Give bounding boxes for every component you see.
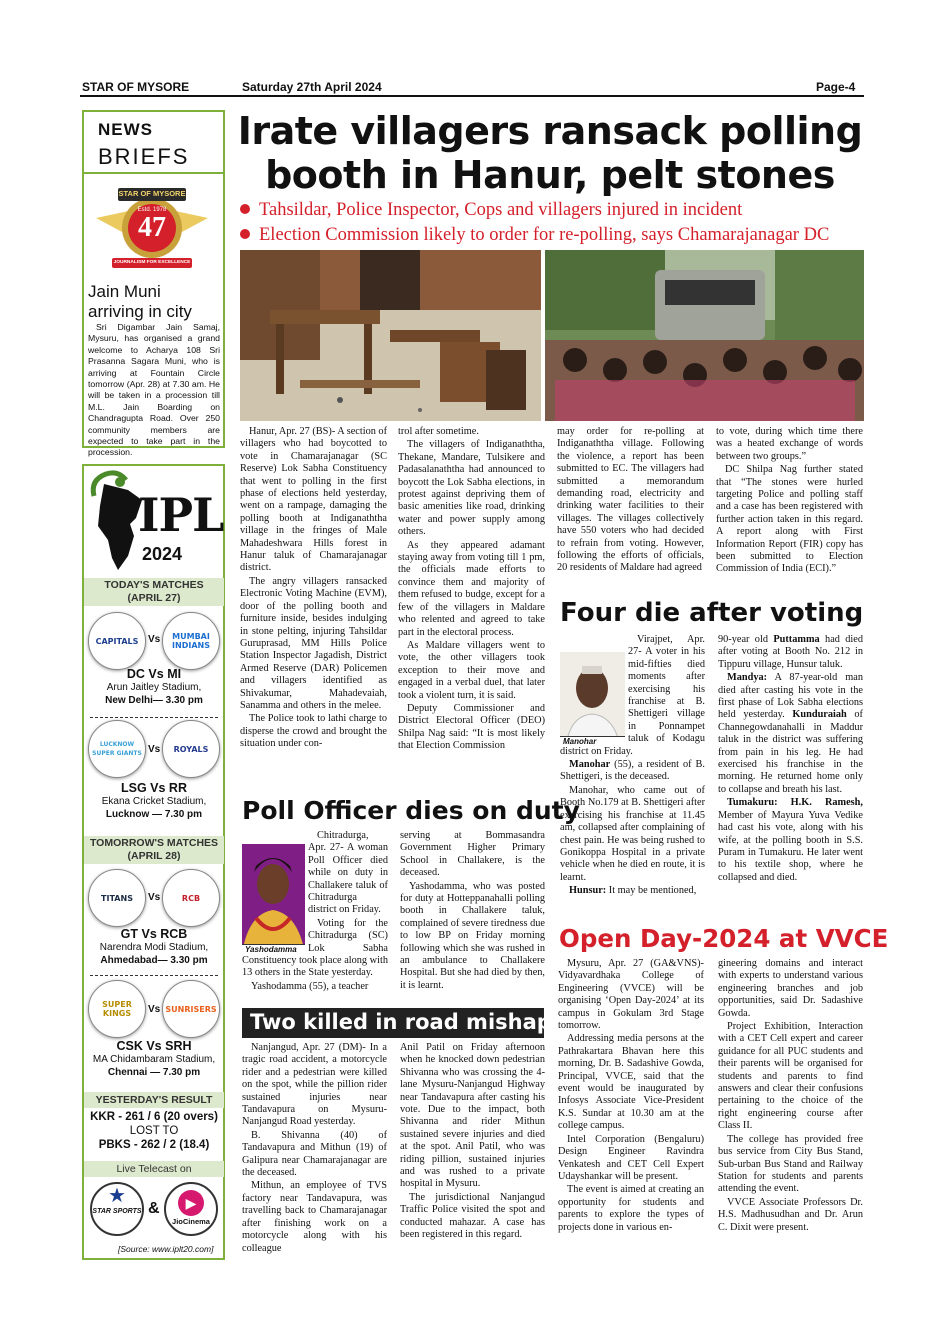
vvce-para: The college has provided free bus service from City Bus Stand, Sub-urban Bus Stand and Railway Station for students and parents attending the event. — [718, 1133, 863, 1195]
match-venue: MA Chidambaram Stadium, — [92, 1054, 216, 1065]
main-article-col-2 — [398, 426, 545, 782]
ransacked-booth-photo — [240, 250, 541, 421]
match-time: New Delhi— 3.30 pm — [105, 695, 203, 706]
vvce-para: Project Exhibition, Interaction with a CET Cell expert and career guidance for all PUC students and their parents will be organised for students and parents to find answers and clear their confusions pertaining to the choice of the right engineering course after Class II. — [718, 1021, 863, 1132]
briefs-label: BRIEFS — [98, 144, 190, 169]
poll-officer-title: Poll Officer dies on duty — [242, 796, 580, 825]
poll-para: Yashodamma, who was posted for duty at Hotteppanahalli polling booth in Challakere taluk, complained of severe tiredness due to low BP on Friday morning following which she was rushed in an ambulance to Challakere Hospital. But she had died by then, it is learnt. — [400, 880, 545, 991]
main-para: As they appeared adamant staying away from voting till 1 pm, the officials made efforts to convince them and majority of them refused to budge, except for a few of the villagers in Maldare who relented and agreed to take part in the electoral process. — [398, 539, 545, 638]
vs-label: Vs — [148, 634, 161, 645]
four-para: Manohar, who came out of Booth No.179 at B. Shettigeri after exercising his franchise at 11.45 am, collapsed after complaining of chest pain. He was being rushed to Gonikoppa Hospital in a private vehicle when he died en route, it is learnt. — [560, 784, 705, 883]
four-para — [560, 885, 705, 897]
float-spacer — [560, 634, 628, 744]
match-lsg-rr — [84, 782, 224, 821]
main-para: As Maldare villagers went to vote, the other villagers took exception to their move and engaged in a verbal duel, that later took a violent turn, it is said. — [398, 639, 545, 701]
telecast-header: Live Telecast on — [84, 1161, 224, 1177]
manohar-caption: Manohar — [560, 736, 625, 746]
match-title: DC Vs MI — [126, 667, 182, 681]
brief-body: Sri Digambar Jain Samaj, Mysuru, has organised a grand welcome to Acharya 108 Sri Prasanna Sagara Muni, who is arriving at Fountain Circle tomorrow (Apr. 28) at 7.30 am. He will be taken in a procession till M.L. Jain Boarding on Chandragupta Road. Over 250 community members are expected to take part in the procession. — [88, 322, 220, 458]
brief-title-2: arriving in city — [88, 302, 192, 321]
main-para: The angry villagers ransacked Electronic Voting Machine (EVM), door of the polling booth and furniture inside, besides indulging in stone pelting, injuring Tahsildar Guruprasad, MM Hills Police Station Inspector Jagadish, District Armed Reserve (DAR) Policemen and villagers identified as Shivakumar, Mahadevaiah, Sanamma and others in the melee. — [240, 575, 387, 711]
srh-logo: SUNRISERS — [162, 980, 220, 1038]
poll-officer-col-2 — [400, 830, 545, 1000]
road-para: Mithun, an employee of TVS factory near Tandavapura, was travelling back to Chamarajanagar after finishing work on a motorcycle along with his colleague — [242, 1180, 387, 1254]
header-rule — [80, 95, 864, 97]
star-of-mysore-emblem — [92, 178, 212, 276]
main-para: may order for re-polling at Indiganaththa village. Following the violence, a report has been submitted to EC. The villagers had submitted a memorandum demanding road, electricity and drinking water facilities to their villages. The villages collectively have 550 voters who had decided to refrain from voting. However, following the efforts of officials, 20 residents of Maldare had agreed — [557, 426, 704, 574]
match-csk-srh — [84, 1040, 224, 1079]
main-para: to vote, during which time there was a heated exchange of words between two groups.” — [716, 426, 863, 462]
vvce-para: Mysuru, Apr. 27 (GA&VNS)- Vidyavardhaka College of Engineering (VVCE) will be organising ‘Open Day-2024’ at its campus in Gokulam 3rd Stage tomorrow. — [558, 958, 704, 1032]
match-venue: Narendra Modi Stadium, — [99, 942, 209, 953]
main-article-col-1 — [240, 426, 387, 782]
name-bold: Puttamma — [773, 634, 820, 645]
jiocinema-label: JioCinema — [172, 1217, 210, 1226]
four-text: Member of Mayura Yuva Vedike had cast his vote, along with his wife, at the polling booth in S.S. Puram in Tumakuru. He later went to his textile shop, where he collapsed and died. — [718, 809, 863, 883]
brief-title-1: Jain Muni — [88, 282, 161, 301]
name-bold: Kunduraiah — [792, 709, 847, 721]
four-para — [718, 672, 863, 796]
vs-label: Vs — [148, 1004, 161, 1015]
vvce-para: Intel Corporation (Bengaluru) Design Engineer Ravindra Venkatesh and CET Cell Expert Udayshankar will be present. — [558, 1133, 704, 1182]
vvce-para: gineering domains and interact with experts to understand various engineering branches and job opportunities, said Dr. Sadashive Gowda. — [718, 958, 863, 1019]
match-title: GT Vs RCB — [120, 927, 188, 941]
match-time: Lucknow — 7.30 pm — [105, 809, 203, 820]
four-text: of Channegowdanahalli in Maddur taluk in the district was suffering from pain in his leg. He had exercised his franchise in the morning. He returned home only to collapse and breath his last. — [718, 709, 863, 795]
divider — [90, 975, 218, 976]
main-para: Hanur, Apr. 27 (BS)- A section of villagers who had boycotted to vote in Chamarajanagar (SC Reserve) Lok Sabha Constituency that went to polling in the first phase of elections held yesterday, went on a rampage, damaging the polling booth at Indiganaththa village in the fringes of Male Mahadeshwara Hills forest in Hanur taluk of Chamarajanagar district. — [240, 426, 387, 574]
main-article-col-4 — [716, 426, 863, 592]
bullet-dot — [240, 204, 250, 214]
four-lead: Virajpet, Apr. 27- A voter in his mid-fifties died moments after exercising his franchise at B. Shettigeri village in Ponnampet taluk of Kodagu district on Friday. — [560, 634, 705, 757]
poll-para: serving at Bommasandra Government Higher Primary School in Challakere, is the deceased. — [400, 830, 545, 879]
four-die-col-1 — [560, 634, 705, 920]
dc-logo: CAPITALS — [88, 612, 146, 670]
emblem-number: 47 — [138, 212, 166, 243]
star-sports-label: STAR SPORTS — [92, 1208, 142, 1215]
road-mishap-col-1 — [242, 1042, 387, 1270]
todays-matches-header — [84, 578, 224, 606]
match-venue: Ekana Cricket Stadium, — [101, 796, 207, 807]
four-para — [560, 759, 705, 784]
rr-logo: ROYALS — [162, 720, 220, 778]
match-time: Ahmedabad— 3.30 pm — [100, 955, 208, 966]
poll-para: Voting for the Chitradurga (SC) Lok Sabha Constituency took place along with 13 others in the State yesterday. — [242, 917, 388, 979]
source-note: [Source: www.iplt20.com] — [118, 1244, 214, 1254]
main-headline-1: Irate villagers ransack polling — [237, 109, 863, 153]
ipl-logo — [84, 466, 224, 576]
four-die-col-2 — [718, 634, 863, 920]
tomorrows-matches-label: TOMORROW'S MATCHES — [89, 837, 219, 849]
main-para: The villagers of Indiganaththa, Thekane, Mandare, Tulsikere and Padasalanaththa had announced to boycott the Lok Sabha elections, in protest against depriving them of basic amenities like road, drinking water and power supply among others. — [398, 439, 545, 538]
float-spacer — [242, 830, 308, 954]
four-para — [718, 634, 863, 671]
road-para: B. Shivanna (40) of Tandavapura and Mithun (19) of Galipura near Chamarajanagar are the deceased. — [242, 1129, 387, 1179]
gt-logo: TITANS — [88, 869, 146, 927]
todays-matches-label: TODAY'S MATCHES — [104, 579, 204, 591]
main-para: The Police took to lathi charge to disperse the crowd and brought the situation under con- — [240, 713, 387, 750]
poll-lead: Chitradurga, Apr. 27- A woman Poll Officer died while on duty in Challakere taluk of Chitradurga district on Friday. — [308, 830, 388, 916]
four-para — [718, 797, 863, 884]
main-para: DC Shilpa Nag further stated that “The stones were hurled targeting Police and polling staff and a case has been registered with further action taken in this regard. A report along with First Information Report (FIR) copy has been submitted to Election Commission of India (ECI).” — [716, 464, 863, 575]
ipl-label: IPL — [138, 488, 224, 542]
road-para: Anil Patil on Friday afternoon when he knocked down pedestrian Shivanna who was crossing the 4-lane Mysuru-Nanjangud Highway near Tandavapura after casting his vote. Due to the impact, both Shivanna and rider Mithun sustained severe injuries and died at the spot. Anil Patil, who was riding pillion, sustained injuries and was rushed to a private hospital in Mysuru. — [400, 1042, 545, 1190]
emblem-estd: Estd. 1978 — [137, 207, 167, 213]
news-label: NEWS — [98, 120, 153, 139]
road-mishap-col-2 — [400, 1042, 545, 1270]
news-briefs-box — [82, 110, 225, 458]
mi-logo: MUMBAI INDIANS — [162, 612, 220, 670]
road-mishap-title: Two killed in road mishap — [250, 1010, 552, 1034]
four-text: (55), a resident of B. Shettigeri, is the deceased. — [560, 759, 705, 783]
poll-officer-col-1 — [242, 830, 388, 1000]
road-para: The jurisdictional Nanjangud Traffic Police visited the spot and conducted mahazar. A case has been registered in this regard. — [400, 1191, 545, 1241]
divider — [90, 717, 218, 718]
match-title: CSK Vs SRH — [116, 1039, 192, 1053]
yesterdays-result — [84, 1110, 224, 1152]
main-article-col-3 — [557, 426, 704, 592]
bullet-2-text: Election Commission likely to order for re-polling, says Chamarajanagar DC — [259, 225, 830, 245]
bullet-1 — [240, 199, 742, 221]
rcb-logo: RCB — [162, 869, 220, 927]
result-line-3: PBKS - 262 / 2 (18.4) — [98, 1139, 210, 1151]
page-number: Page-4 — [816, 80, 856, 94]
four-die-title: Four die after voting — [560, 598, 864, 628]
vvce-col-2 — [718, 958, 863, 1270]
bullet-dot — [240, 229, 250, 239]
lsg-logo: LUCKNOW SUPER GIANTS — [88, 720, 146, 778]
tomorrows-matches-header — [84, 836, 224, 864]
vvce-title: Open Day-2024 at VVCE — [559, 924, 889, 953]
match-dc-mi — [84, 668, 224, 707]
result-line-2: LOST TO — [129, 1125, 179, 1137]
vvce-para: The event is aimed at creating an opportunity for students and parents to explore the types of projects done in various en- — [558, 1184, 704, 1233]
main-headline-2: booth in Hanur, pelt stones — [265, 153, 835, 197]
bullet-2 — [240, 224, 829, 246]
place-bold: Hunsur: — [569, 885, 607, 897]
tomorrows-matches-date: (APRIL 28) — [127, 850, 181, 862]
vvce-para: VVCE Associate Professors Dr. H.S. Madhusudhan and Dr. Arun C. Dixit were present. — [718, 1196, 863, 1233]
match-title: LSG Vs RR — [121, 781, 187, 795]
match-venue: Arun Jaitley Stadium, — [106, 682, 202, 693]
place-bold: Mandya: — [727, 672, 768, 684]
vs-label: Vs — [148, 892, 161, 903]
paper-name: STAR OF MYSORE — [82, 80, 190, 94]
yesterdays-result-header: YESTERDAY'S RESULT — [84, 1092, 224, 1108]
todays-matches-date: (APRIL 27) — [127, 592, 181, 604]
main-para: trol after sometime. — [398, 426, 479, 437]
four-text: had died after voting at Booth No. 212 in Tippuru village, Hunsur taluk. — [718, 634, 863, 670]
match-time: Chennai — 7.30 pm — [107, 1067, 201, 1078]
vvce-para: Addressing media persons at the Pathrakartara Bhavan here this morning, Dr. B. Sadashive Gowda, Principal, VVCE, said that the event would be inaugurated by Infosys Associate Vice-President K.S. Sundar at 10.30 am at the college campus. — [558, 1033, 704, 1132]
poll-para: Yashodamma (55), a teacher — [251, 980, 369, 992]
four-text: It may be mentioned, — [606, 885, 697, 897]
place-bold: Tumakuru: H.K. Ramesh, — [727, 797, 863, 809]
crowd-photo — [545, 250, 864, 421]
jiocinema-logo: ▶ JioCinema — [164, 1182, 218, 1236]
vvce-col-1 — [558, 958, 704, 1270]
csk-logo: SUPER KINGS — [88, 980, 146, 1038]
issue-date: Saturday 27th April 2024 — [242, 80, 382, 94]
star-sports-logo: ★ STAR SPORTS — [90, 1182, 144, 1236]
ampersand: & — [148, 1200, 160, 1217]
four-text: A 87-year-old man died after casting his vote in the first phase of Lok Sabha elections held yesterday. — [718, 672, 863, 721]
name-bold: Manohar — [569, 759, 611, 771]
road-para: Nanjangud, Apr. 27 (DM)- In a tragic road accident, a motorcycle rider and a pedestrian were killed on the spot, while the pillion rider sustained injuries near Tandavapura on Mysuru-Nanjangud Road yesterday. — [242, 1042, 387, 1128]
main-para: Deputy Commissioner and District Electoral Officer (DEO) Shilpa Nag said: “It is most likely that Election Commission — [398, 702, 545, 752]
match-gt-rcb — [84, 928, 224, 967]
emblem-name: STAR OF MYSORE — [118, 189, 186, 198]
emblem-motto: JOURNALISM FOR EXCELLENCE — [113, 260, 191, 265]
ipl-year: 2024 — [142, 544, 183, 564]
vs-label: Vs — [148, 744, 161, 755]
yashodamma-caption: Yashodamma — [242, 944, 305, 954]
result-line-1: KKR - 261 / 6 (20 overs) — [90, 1111, 218, 1123]
four-text: 90-year old — [718, 634, 774, 645]
bullet-1-text: Tahsildar, Police Inspector, Cops and villagers injured in incident — [259, 200, 743, 220]
